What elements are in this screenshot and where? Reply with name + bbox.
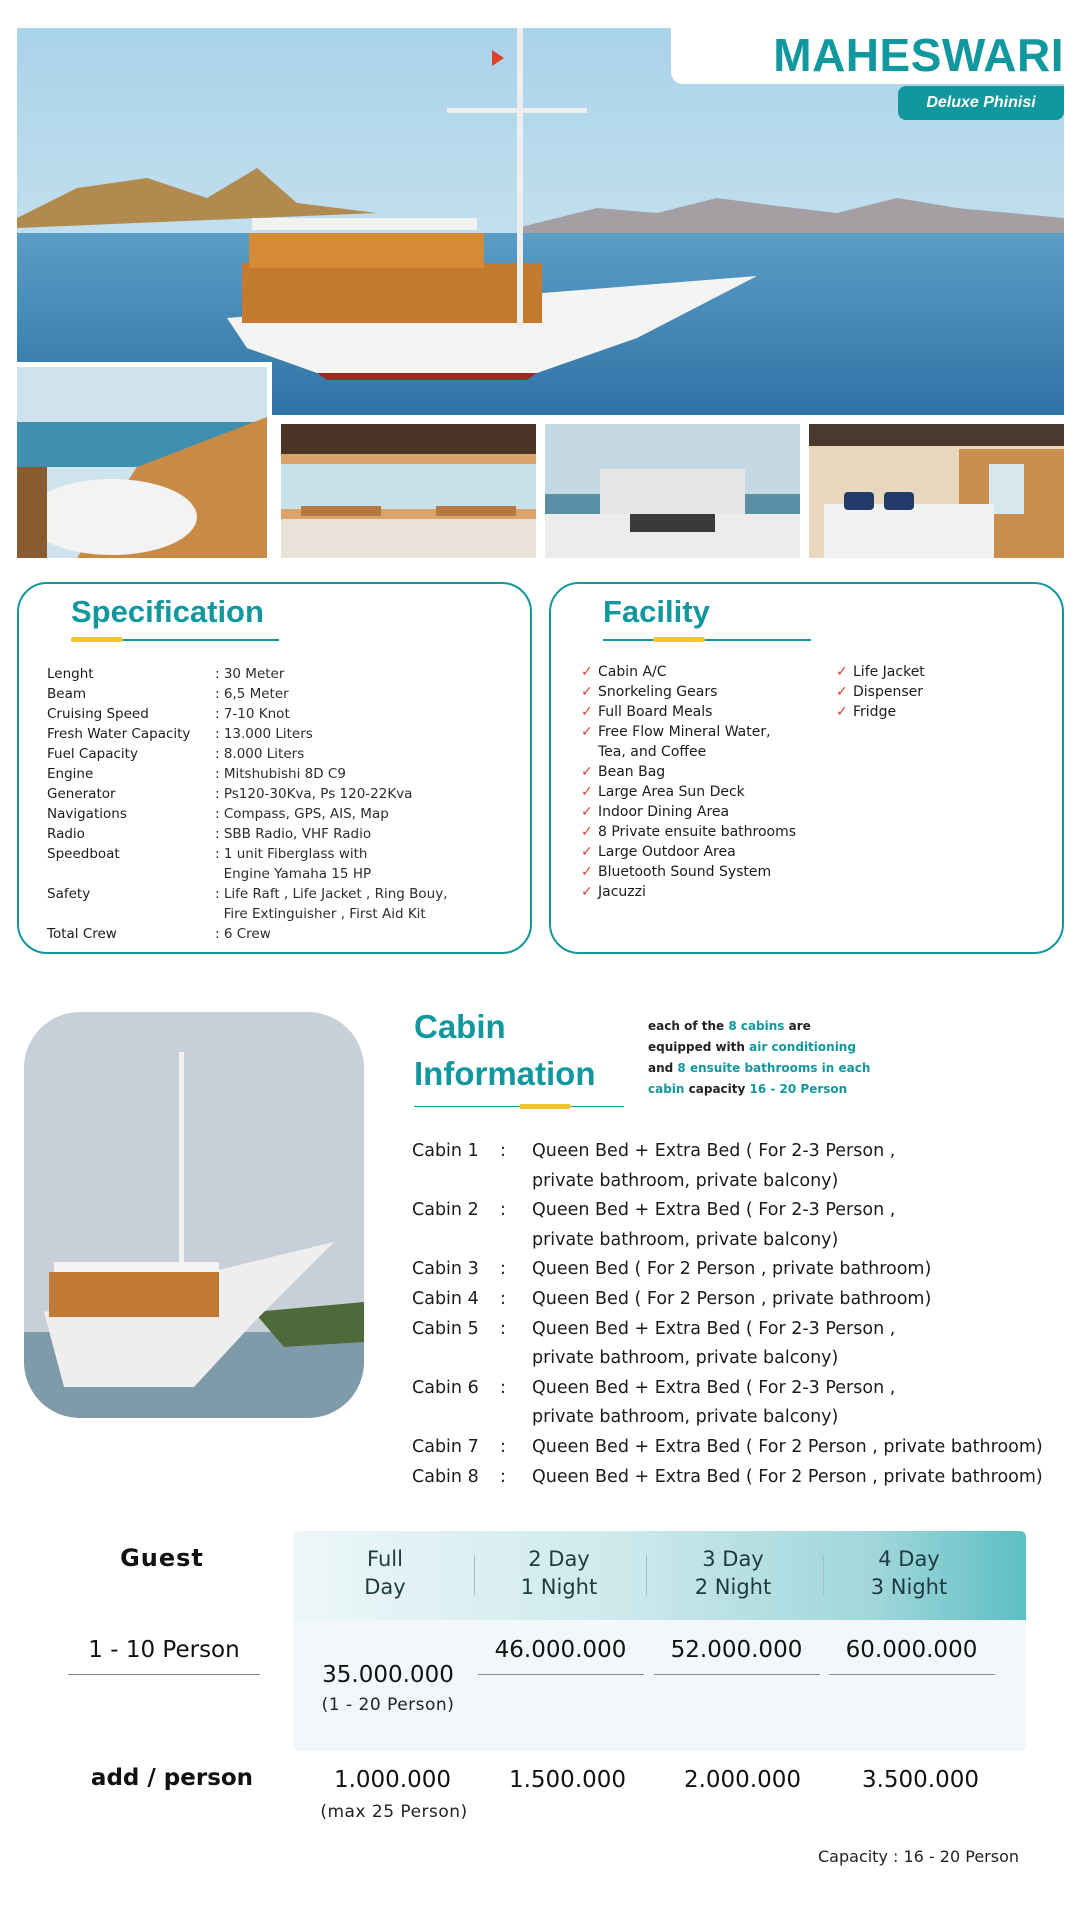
price-2d1n: 46.000.000 (494, 1637, 627, 1663)
spec-label: Lenght (47, 666, 94, 682)
cabin-separator: : (500, 1200, 506, 1221)
cabin-title-line1: Cabin (414, 1008, 506, 1045)
cabin-desc-line: Queen Bed + Extra Bed ( For 2-3 Person , (532, 1200, 896, 1221)
facility-item-label: Cabin A/C (598, 664, 667, 680)
facility-item-label: Bluetooth Sound System (598, 864, 772, 880)
check-icon: ✓ (581, 824, 593, 840)
spec-value (215, 844, 448, 884)
facility-item-label: Tea, and Coffee (598, 744, 707, 760)
check-icon: ✓ (581, 764, 593, 780)
cabin-desc-line: Queen Bed ( For 2 Person , private bathroom) (532, 1288, 932, 1309)
price-3d2n: 52.000.000 (670, 1637, 803, 1663)
add-price-2d1n: 1.500.000 (508, 1767, 627, 1793)
spec-value-line: : SBB Radio, VHF Radio (215, 826, 372, 842)
facility-item-label: Full Board Meals (598, 704, 713, 720)
cabin-desc-line: private bathroom, private balcony) (532, 1229, 839, 1250)
facility-list-left (581, 662, 796, 902)
cabin-row (412, 1196, 1043, 1255)
facility-item-label: Large Area Sun Deck (598, 784, 745, 800)
spec-label: Speedboat (47, 846, 120, 862)
cabin-name: Cabin 2 (412, 1200, 479, 1221)
price-4d3n: 60.000.000 (845, 1637, 978, 1663)
spec-label: Beam (47, 686, 86, 702)
spec-row (47, 704, 448, 724)
cabin-description (532, 1315, 1043, 1374)
price-full-day: 35.000.000 (322, 1662, 454, 1688)
facility-item (581, 662, 796, 682)
spec-label: Generator (47, 786, 116, 802)
cabin-name: Cabin 6 (412, 1377, 479, 1398)
spec-label: Engine (47, 766, 94, 782)
cabin-name: Cabin 4 (412, 1288, 479, 1309)
cabin-desc-line: Queen Bed + Extra Bed ( For 2-3 Person , (532, 1141, 896, 1161)
col-head-3d2n: 3 Day 2 Night (694, 1547, 772, 1599)
cabin-separator: : (500, 1288, 506, 1309)
row-label-1-10-person: 1 - 10 Person (88, 1637, 240, 1663)
spec-value-line: : Compass, GPS, AIS, Map (215, 806, 389, 822)
col-divider (823, 1555, 824, 1595)
check-icon: ✓ (581, 664, 593, 680)
sun-deck-photo (545, 424, 800, 558)
spec-row (47, 844, 448, 884)
cabin-row (412, 1463, 1043, 1493)
add-price-4d3n: 3.500.000 (861, 1767, 980, 1793)
dining-area-photo (281, 424, 536, 558)
cabin-description (532, 1463, 1043, 1493)
spec-row (47, 684, 448, 704)
full-day-capacity-note: (1 - 20 Person) (321, 1695, 455, 1715)
facility-item-label: Free Flow Mineral Water, (598, 724, 771, 740)
check-icon: ✓ (581, 844, 593, 860)
facility-item-label: Bean Bag (598, 764, 666, 780)
spec-value-line: : 6,5 Meter (215, 686, 289, 702)
check-icon: ✓ (581, 804, 593, 820)
cabin-separator: : (500, 1436, 506, 1457)
facility-item (581, 802, 796, 822)
col-divider (646, 1555, 647, 1595)
boat-class-badge: Deluxe Phinisi (898, 86, 1064, 120)
cabin-list (412, 1137, 1043, 1492)
facility-item (836, 682, 925, 702)
cabin-description (532, 1374, 1043, 1433)
cabin-summary-note: each of the 8 cabins are equipped with air conditioning and 8 ensuite bathrooms in each cabin capacity 16 - 20 Person (648, 1019, 871, 1096)
spec-label: Safety (47, 886, 91, 902)
spec-row (47, 804, 448, 824)
col-head-full-day: Full Day (364, 1547, 406, 1599)
check-icon: ✓ (581, 884, 593, 900)
spec-value (215, 804, 448, 824)
facility-item-label: 8 Private ensuite bathrooms (598, 824, 797, 840)
facility-item-label: Large Outdoor Area (598, 844, 736, 860)
cabin-name: Cabin 7 (412, 1436, 479, 1457)
facility-item (581, 742, 796, 762)
spec-row (47, 824, 448, 844)
spec-label: Radio (47, 826, 85, 842)
spec-value-line: : Mitshubishi 8D C9 (215, 766, 346, 782)
cabin-separator: : (500, 1141, 506, 1161)
boat-side-photo (24, 1012, 364, 1418)
check-icon: ✓ (836, 684, 848, 700)
facility-title: Facility (603, 594, 710, 629)
facility-list-right (836, 662, 925, 722)
spec-value-line: Fire Extinguisher , First Aid Kit (215, 906, 426, 922)
facility-item (836, 662, 925, 682)
spec-value (215, 764, 448, 784)
price-underline (829, 1674, 995, 1675)
cabin-information-title (414, 1003, 634, 1097)
add-price-full-day: 1.000.000 (333, 1767, 452, 1793)
facility-item (581, 702, 796, 722)
facility-underline (603, 639, 811, 641)
boat-name: MAHESWARI (773, 29, 1064, 81)
cabin-name: Cabin 8 (412, 1466, 479, 1487)
spec-value (215, 724, 448, 744)
cabin-desc-line: Queen Bed + Extra Bed ( For 2 Person , private bathroom) (532, 1466, 1043, 1487)
spec-label: Fresh Water Capacity (47, 726, 191, 742)
facility-item-label: Indoor Dining Area (598, 804, 730, 820)
facility-item (581, 822, 796, 842)
check-icon: ✓ (836, 664, 848, 680)
spec-value (215, 664, 448, 684)
cabin-row (412, 1137, 1043, 1196)
cabin-name: Cabin 3 (412, 1259, 479, 1280)
cabin-desc-line: private bathroom, private balcony) (532, 1407, 839, 1428)
spec-value-line: : 8.000 Liters (215, 746, 305, 762)
col-head-4d3n: 4 Day 3 Night (870, 1547, 948, 1599)
specification-title: Specification (71, 594, 264, 629)
add-price-3d2n: 2.000.000 (683, 1767, 802, 1793)
spec-value (215, 704, 448, 724)
spec-label: Cruising Speed (47, 706, 149, 722)
cabin-separator: : (500, 1377, 506, 1398)
price-underline (654, 1674, 820, 1675)
spec-label: Navigations (47, 806, 127, 822)
specification-table (47, 664, 448, 944)
spec-row (47, 744, 448, 764)
check-icon: ✓ (836, 704, 848, 720)
cabin-description (532, 1285, 1043, 1315)
add-person-label: add / person (90, 1765, 254, 1791)
spec-value (215, 924, 448, 944)
spec-value (215, 784, 448, 804)
spec-row (47, 924, 448, 944)
facility-item-label: Fridge (853, 704, 897, 720)
cabin-separator: : (500, 1466, 506, 1487)
capacity-footer: Capacity : 16 - 20 Person (818, 1847, 1019, 1866)
facility-item (581, 782, 796, 802)
price-underline (478, 1674, 644, 1675)
spec-value (215, 744, 448, 764)
col-divider (474, 1555, 475, 1595)
cabin-separator: : (500, 1318, 506, 1339)
facility-item (581, 762, 796, 782)
spec-value-line: : Ps120-30Kva, Ps 120-22Kva (215, 786, 413, 802)
spec-value-line: : Life Raft , Life Jacket , Ring Bouy, (215, 886, 448, 902)
cabin-title-line2: Information (414, 1055, 596, 1092)
facility-item (581, 862, 796, 882)
cabin-row (412, 1285, 1043, 1315)
cabin-bedroom-photo (809, 424, 1064, 558)
spec-row (47, 764, 448, 784)
facility-item-label: Jacuzzi (598, 884, 646, 900)
col-head-2d1n: 2 Day 1 Night (520, 1547, 598, 1599)
check-icon: ✓ (581, 784, 593, 800)
facility-item (581, 842, 796, 862)
add-person-max-note: (max 25 Person) (320, 1802, 468, 1822)
cabin-description (532, 1433, 1043, 1463)
cabin-desc-line: Queen Bed ( For 2 Person , private bathroom) (532, 1259, 932, 1280)
check-icon: ✓ (581, 684, 593, 700)
spec-row (47, 724, 448, 744)
facility-item (581, 882, 796, 902)
spec-value-line: : 7-10 Knot (215, 706, 290, 722)
specification-underline (71, 639, 279, 641)
cabin-name: Cabin 5 (412, 1318, 479, 1339)
cabin-desc-line: Queen Bed + Extra Bed ( For 2-3 Person , (532, 1318, 896, 1339)
cabin-row (412, 1255, 1043, 1285)
cabin-separator: : (500, 1259, 506, 1280)
facility-item (581, 682, 796, 702)
cabin-name: Cabin 1 (412, 1141, 479, 1161)
cabin-title-underline (414, 1106, 624, 1107)
spec-value-line: Engine Yamaha 15 HP (215, 866, 372, 882)
spec-value-line: : 1 unit Fiberglass with (215, 846, 368, 862)
guest-label: Guest (120, 1544, 204, 1572)
spec-value-line: : 6 Crew (215, 926, 271, 942)
cabin-description (532, 1196, 1043, 1255)
spec-value (215, 824, 448, 844)
spec-value (215, 884, 448, 924)
cabin-row (412, 1374, 1043, 1433)
spec-value-line: : 30 Meter (215, 666, 285, 682)
specification-card (17, 582, 532, 954)
spec-value-line: : 13.000 Liters (215, 726, 313, 742)
cabin-description (532, 1255, 1043, 1285)
spec-row (47, 664, 448, 684)
facility-item (581, 722, 796, 742)
check-icon: ✓ (581, 704, 593, 720)
facility-item-label: Dispenser (853, 684, 923, 700)
cabin-desc-line: Queen Bed + Extra Bed ( For 2 Person , private bathroom) (532, 1436, 1043, 1457)
row-underline (68, 1674, 260, 1675)
cabin-desc-line: Queen Bed + Extra Bed ( For 2-3 Person , (532, 1377, 896, 1398)
cabin-desc-line: private bathroom, private balcony) (532, 1348, 839, 1369)
facility-card (549, 582, 1064, 954)
facility-item (836, 702, 925, 722)
spec-label: Total Crew (47, 926, 117, 942)
spec-value (215, 684, 448, 704)
deck-jacuzzi-photo (17, 362, 272, 558)
spec-label: Fuel Capacity (47, 746, 138, 762)
facility-item-label: Life Jacket (853, 664, 925, 680)
cabin-row (412, 1433, 1043, 1463)
spec-row (47, 884, 448, 924)
spec-row (47, 784, 448, 804)
cabin-description (532, 1137, 1043, 1196)
check-icon: ✓ (581, 864, 593, 880)
cabin-desc-line: private bathroom, private balcony) (532, 1170, 839, 1191)
facility-item-label: Snorkeling Gears (598, 684, 718, 700)
check-icon: ✓ (581, 724, 593, 740)
cabin-row (412, 1315, 1043, 1374)
